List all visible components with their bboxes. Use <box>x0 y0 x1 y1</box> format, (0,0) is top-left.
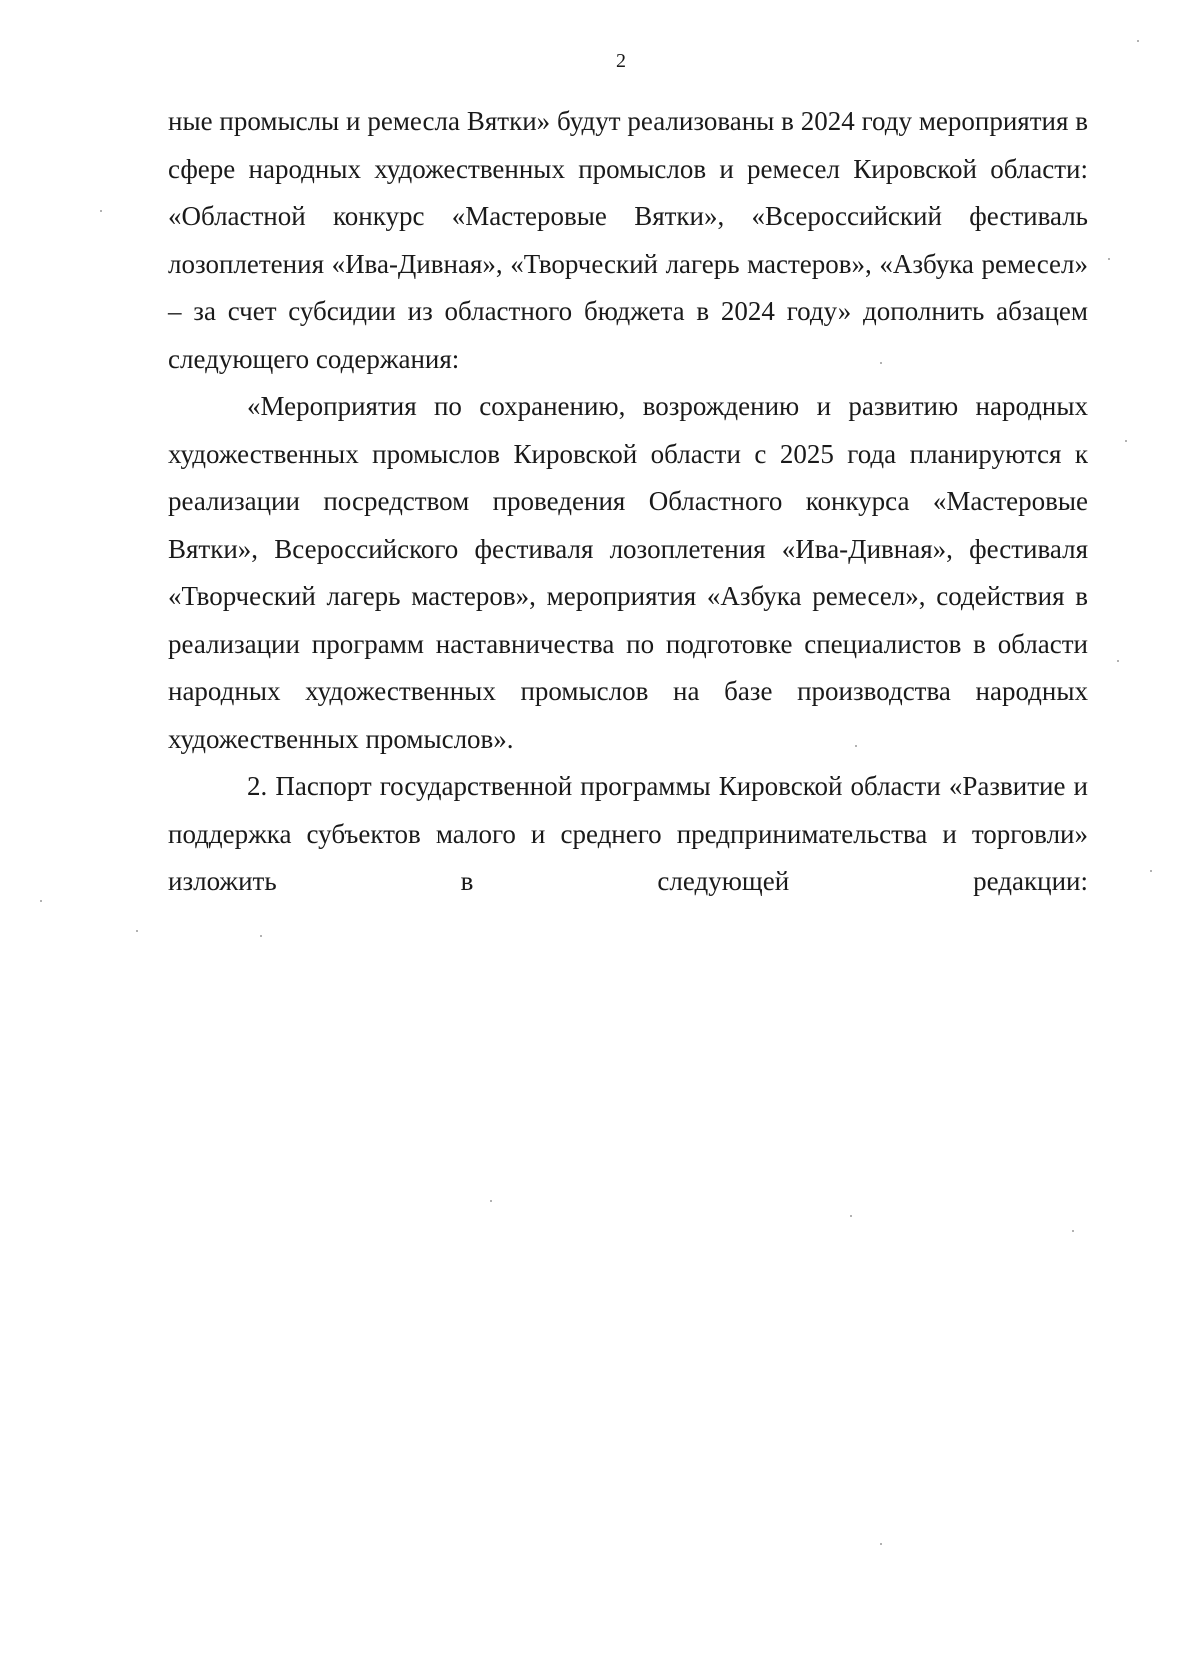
scan-speck <box>880 1543 882 1545</box>
scan-speck <box>1117 660 1119 662</box>
scan-speck <box>880 362 882 364</box>
paragraph-quote: «Мероприятия по сохранению, возрождению и развитию народных художественных промыслов Кировской области с 2025 года планируются к реализации посредством проведения Областного конкурса «Мастеровые Вятки», Всероссийского фестиваля лозоплетения «Ива-Дивная», фестиваля «Творческий лагерь мастеров», мероприятия «Азбука ремесел», содействия в реализации программ наставничества по подготовке специалистов в области народных художественных промыслов на базе производства народных художественных промыслов». <box>168 391 1088 754</box>
scan-speck <box>1150 870 1152 872</box>
scan-speck <box>1108 258 1110 260</box>
scan-speck <box>1137 40 1139 42</box>
scan-speck <box>1125 440 1127 442</box>
page-number: 2 <box>616 50 626 72</box>
scan-speck <box>40 900 42 902</box>
scan-speck <box>1072 1230 1074 1232</box>
scan-speck <box>260 935 262 937</box>
paragraph-continuation: ные промыслы и ремесла Вятки» будут реализованы в 2024 году мероприятия в сфере народных художественных промыслов и ремесел Кировской области: «Областной конкурс «Мастеровые Вятки», «Всероссийский фестиваль лозоплетения «Ива-Дивная», «Творческий лагерь мастеров», «Азбука ремесел» – за счет субсидии из областного бюджета в 2024 году» дополнить абзацем следующего содержания: <box>168 106 1088 374</box>
scan-speck <box>855 745 857 747</box>
scan-speck <box>490 1200 492 1202</box>
scan-speck <box>100 210 102 212</box>
document-body <box>168 98 1088 906</box>
paragraph-item-2: 2. Паспорт государственной программы Кировской области «Развитие и поддержка субъектов малого и среднего предпринимательства и торговли» изложить в следующей редакции: <box>168 771 1088 896</box>
scan-speck <box>136 930 138 932</box>
scan-speck <box>850 1215 852 1217</box>
